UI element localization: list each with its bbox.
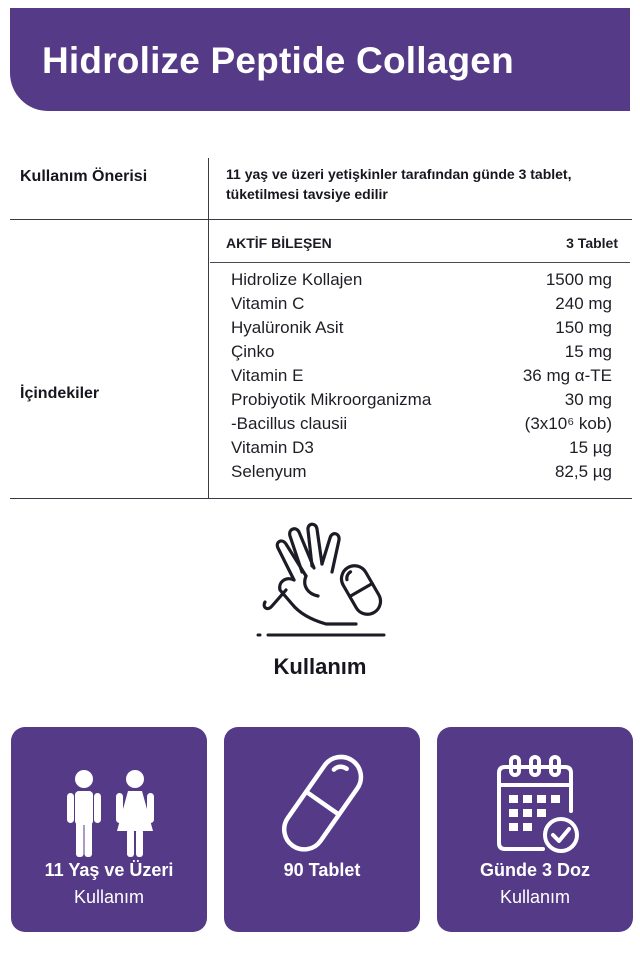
active-ingredient-header: AKTİF BİLEŞEN xyxy=(226,235,332,251)
ingredient-amount: 82,5 µg xyxy=(554,462,612,481)
age-card xyxy=(11,727,207,932)
ingredient-row xyxy=(231,436,612,460)
dose-header: 3 Tablet xyxy=(566,235,618,251)
ingredient-amount: 30 mg xyxy=(564,390,612,409)
ingredient-amount: 240 mg xyxy=(555,294,612,313)
ingredient-name: Hidrolize Kollajen xyxy=(231,270,363,289)
capsule-icon xyxy=(224,749,420,859)
calendar-check-icon xyxy=(437,749,633,859)
ingredient-row xyxy=(231,460,612,484)
ingredient-name: -Bacillus clausii xyxy=(231,414,348,433)
ingredient-row xyxy=(231,292,612,316)
ingredient-name: Probiyotik Mikroorganizma xyxy=(231,390,432,409)
page-title: Hidrolize Peptide Collagen xyxy=(42,40,514,81)
ingredient-name: Vitamin E xyxy=(231,366,304,385)
ingredient-row xyxy=(231,412,612,436)
ingredient-row xyxy=(231,316,612,340)
table-column-divider xyxy=(208,158,209,498)
ingredient-amount: 150 mg xyxy=(555,318,612,337)
adults-icon xyxy=(11,749,207,859)
ingredient-name: Çinko xyxy=(231,342,275,361)
usage-line: 11 yaş ve üzeri yetişkinler tarafından günde 3 tablet, xyxy=(226,166,572,182)
ingredient-amount: 36 mg α-TE xyxy=(522,366,612,385)
ingredients-list xyxy=(231,268,612,484)
ingredient-name: Vitamin C xyxy=(231,294,305,313)
ingredient-amount: 15 mg xyxy=(564,342,612,361)
header-separator xyxy=(210,262,630,263)
card-subtitle: Kullanım xyxy=(73,887,145,907)
hand-holding-capsule-icon xyxy=(256,520,386,645)
usage-recommendation-label: Kullanım Önerisi xyxy=(20,168,148,185)
daily-dose-card xyxy=(437,727,633,932)
card-title: 90 Tablet xyxy=(283,860,361,880)
ingredient-name: Hyalüronik Asit xyxy=(231,318,344,337)
ingredient-row xyxy=(231,388,612,412)
tablet-count-card xyxy=(224,727,420,932)
ingredient-name: Vitamin D3 xyxy=(231,438,314,457)
card-subtitle: Kullanım xyxy=(499,887,571,907)
title-banner xyxy=(10,8,630,111)
ingredient-row xyxy=(231,364,612,388)
usage-line: tüketilmesi tavsiye edilir xyxy=(226,186,388,202)
ingredient-amount: (3x10⁶ kob) xyxy=(524,414,612,433)
contents-label: İçindekiler xyxy=(20,385,100,402)
ingredient-row xyxy=(231,268,612,292)
table-divider xyxy=(10,219,632,220)
card-title: Günde 3 Doz xyxy=(479,860,590,880)
usage-recommendation-text xyxy=(226,164,626,204)
ingredient-amount: 15 µg xyxy=(569,438,612,457)
ingredient-name: Selenyum xyxy=(231,462,307,481)
usage-section-title: Kullanım xyxy=(273,654,367,679)
ingredient-row xyxy=(231,340,612,364)
card-title: 11 Yaş ve Üzeri xyxy=(44,860,174,880)
table-bottom-line xyxy=(10,498,632,499)
ingredient-amount: 1500 mg xyxy=(545,270,612,289)
